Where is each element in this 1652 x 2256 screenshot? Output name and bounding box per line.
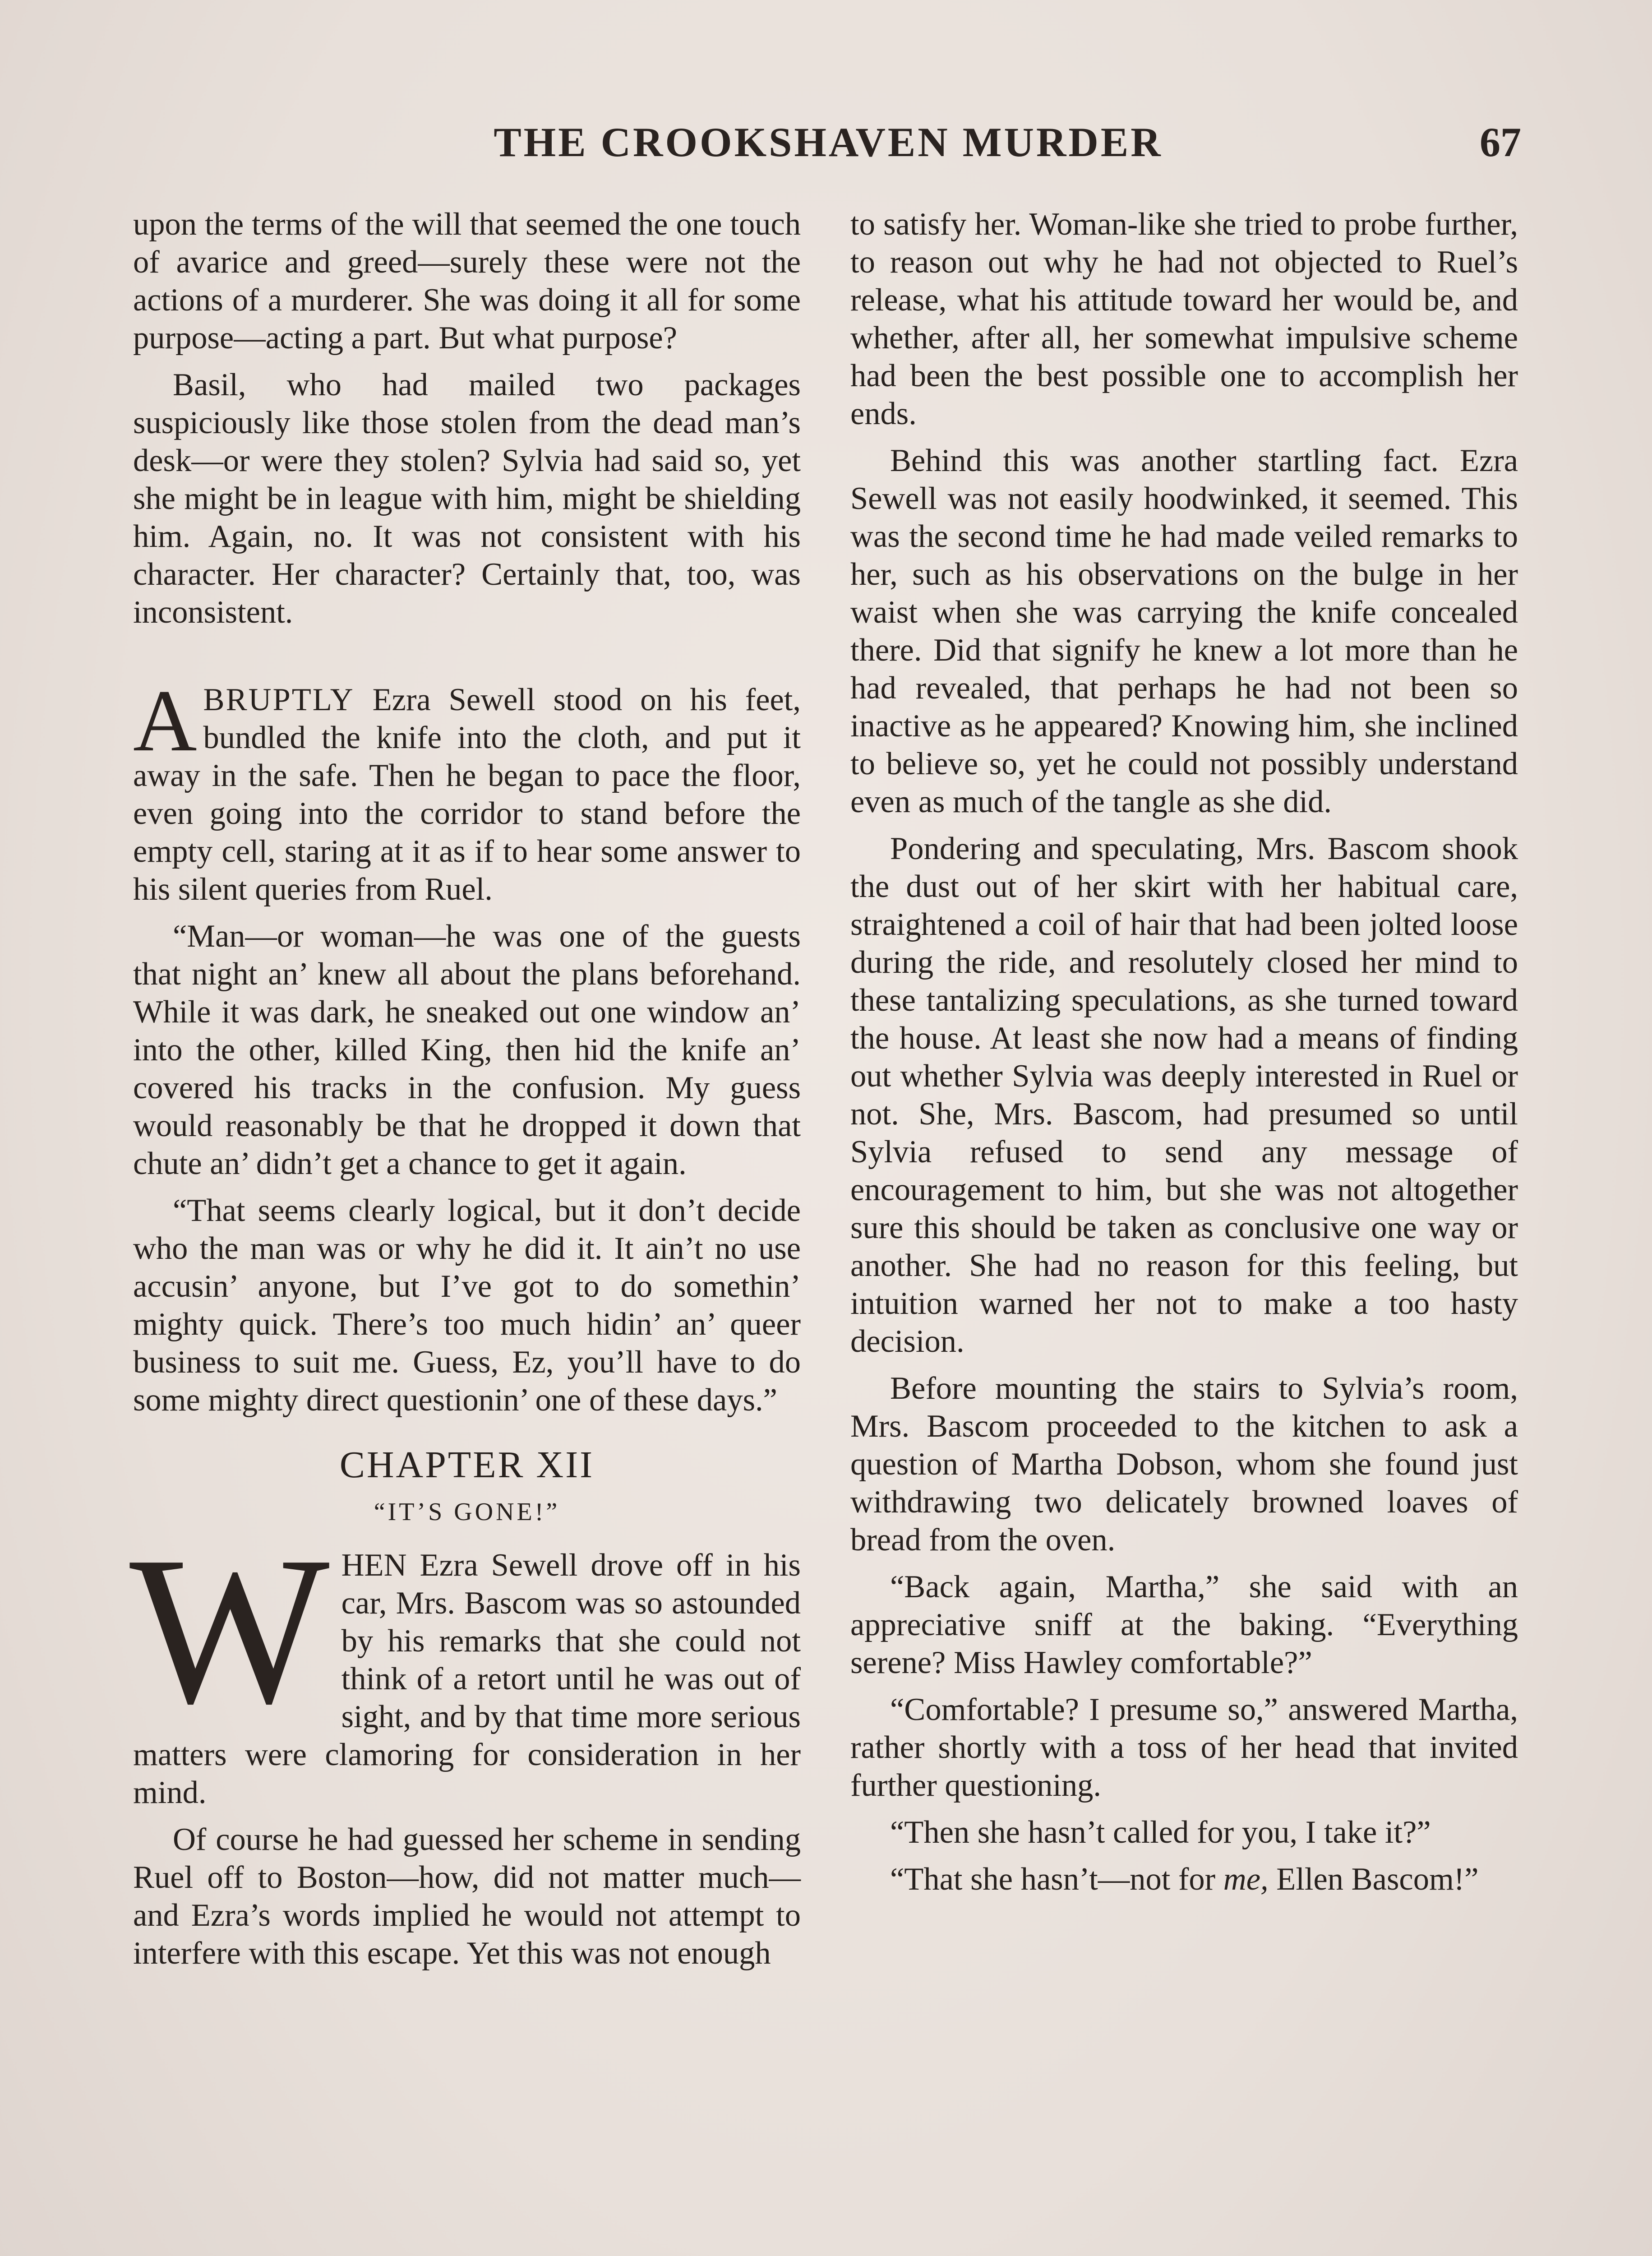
drop-cap-w: W xyxy=(129,1512,330,1747)
paragraph: Before mounting the stairs to Sylvia’s room, Mrs. Bascom proceeded to the kitchen to ask a question of Martha Dobson, whom she found just withdrawing two delicately browned loaves of bread from the oven. xyxy=(850,1371,1518,1558)
paragraph: to satisfy her. Woman-like she tried to probe further, to reason out why he had not objected to Ruel’s release, what his attitude toward her would be, and whether, after all, her somewhat impulsive scheme had been the best possible one to accomplish her ends. xyxy=(850,207,1518,431)
paragraph: upon the terms of the will that seemed the one touch of avarice and greed—surely these were not the actions of a murderer. She was doing it all for some purpose—acting a part. But what purpose? xyxy=(133,207,801,356)
paragraph: “Man—or woman—he was one of the guests that night an’ knew all about the plans beforehand. While it was dark, he sneaked out one window an’ into the other, killed King, then hid the knife an’ covered his tracks in the confusion. My guess would reasonably be that he dropped it down that chute an’ didn’t get a chance to get it again. xyxy=(133,919,801,1181)
page-header xyxy=(135,118,1521,168)
paragraph: “Back again, Martha,” she said with an appreciative sniff at the baking. “Everything serene? Miss Hawley comfortable?” xyxy=(850,1569,1518,1680)
paragraph: Basil, who had mailed two packages suspiciously like those stolen from the dead man’s desk—or were they stolen? Sylvia had said so, yet she might be in league with him, might be shielding him. Again, no. It was not consistent with his character. Her character? Certainly that, too, was inconsistent. xyxy=(133,367,801,630)
paragraph-abruptly xyxy=(133,672,801,908)
paragraph: Behind this was another startling fact. Ezra Sewell was not easily hoodwinked, it seemed. This was the second time he had made veiled remarks to her, such as his observations on the bulge in her waist when she was carrying the knife concealed there. Did that signify he knew a lot more than he had revealed, that perhaps he had not been so inactive as he appeared? Knowing him, she inclined to believe so, yet he could not possibly understand even as much of the tangle as she did. xyxy=(850,443,1518,819)
right-column xyxy=(850,205,1518,1907)
emphasis: me, xyxy=(1223,1862,1269,1897)
paragraph: “That seems clearly logical, but it don’t decide who the man was or why he did it. It ain’t no use accusin’ anyone, but I’ve got to do somethin’ mighty quick. There’s too much hidin’ an’ queer business to suit me. Guess, Ez, you’ll have to do some mighty direct questionin’ one of these days.” xyxy=(133,1193,801,1418)
paragraph: Pondering and speculating, Mrs. Bascom shook the dust out of her skirt with her habitual care, straightened a coil of hair that had been jolted loose during the ride, and resolutely closed her mind to these tantalizing speculations, as she turned toward the house. At least she now had a means of finding out whether Sylvia was deeply interested in Ruel or not. She, Mrs. Bascom, had presumed so until Sylvia refused to send any message of encouragement to him, but she was not altogether sure this should be taken as conclusive one way or another. She had no reason for this feeling, but intuition warned her not to make a too hasty decision. xyxy=(850,831,1518,1359)
left-column xyxy=(129,205,801,1981)
paragraph: Of course he had guessed her scheme in sending Ruel off to Boston—how, did not matter much—and Ezra’s words implied he would not attempt to interfere with this escape. Yet this was not enough xyxy=(133,1822,801,1971)
paragraph-text: Ezra Sewell stood on his feet, bundled the knife into the cloth, and put it away in the safe. Then he began to pace the floor, even going into the corridor to stand before the empty cell, staring at it as if to hear some answer to his silent queries from Ruel. xyxy=(133,682,801,907)
chapter-heading: CHAPTER XII xyxy=(339,1444,595,1486)
paragraph-text: HEN Ezra Sewell drove off in his car, Mrs. Bascom was so astounded by his remarks that she could not think of a retort until he was out of sight, and by that time more serious matters were clamoring for consideration in her mind. xyxy=(133,1548,801,1810)
paragraph: “Then she hasn’t called for you, I take it?” xyxy=(890,1815,1431,1850)
running-title: THE CROOKSHAVEN MURDER xyxy=(494,119,1163,165)
chapter-subtitle: “IT’S GONE!” xyxy=(374,1498,560,1526)
page-number: 67 xyxy=(1480,119,1521,165)
paragraph-text: Ellen Bascom!” xyxy=(1268,1862,1479,1897)
paragraph: “Comfortable? I presume so,” answered Martha, rather shortly with a toss of her head that invited further questioning. xyxy=(850,1692,1518,1803)
paragraph-text: “That she hasn’t—not for xyxy=(890,1862,1223,1897)
drop-cap-a: A xyxy=(133,672,197,770)
lead-word: BRUPTLY xyxy=(203,682,355,717)
paragraph xyxy=(850,1860,1518,1898)
